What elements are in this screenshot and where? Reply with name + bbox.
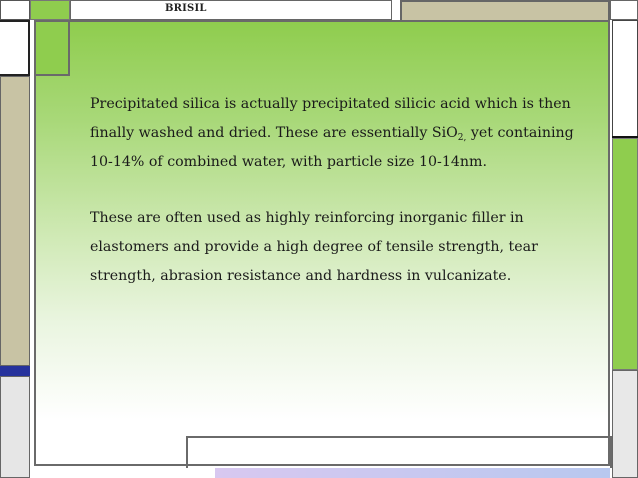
paragraph-1-text: Precipitated silica is actually precipitated silicic acid which is then finally washed and dried. These are essentially SiO xyxy=(90,96,571,141)
top-green-block xyxy=(30,0,70,20)
left-white-block xyxy=(0,20,30,76)
left-bottom-gray-block xyxy=(0,376,30,478)
formula-subscript: 2, xyxy=(457,133,467,143)
top-left-green-square xyxy=(34,20,70,76)
left-navy-block xyxy=(0,366,30,376)
right-green-block xyxy=(612,138,638,370)
bottom-frame-rect xyxy=(186,436,612,468)
top-left-white-block xyxy=(0,0,30,20)
paragraph-1-text-end: yet containing 10-14% of combined water, with particle size 10-14nm. xyxy=(90,125,574,170)
right-gray-block xyxy=(612,370,638,478)
slide-title: BRISIL xyxy=(165,3,207,14)
paragraph-2-text: These are often used as highly reinforcing inorganic filler in elastomers and provide a high degree of tensile strength, tear strength, abrasion resistance and hardness in vulcanizate. xyxy=(90,210,538,284)
bottom-lavender-strip xyxy=(215,468,610,478)
right-white-block xyxy=(612,20,638,138)
top-right-corner-block xyxy=(610,0,638,20)
paragraph-2 xyxy=(90,204,590,291)
title-bar-block xyxy=(70,0,392,20)
paragraph-1 xyxy=(90,90,590,177)
left-tan-block xyxy=(0,76,30,366)
